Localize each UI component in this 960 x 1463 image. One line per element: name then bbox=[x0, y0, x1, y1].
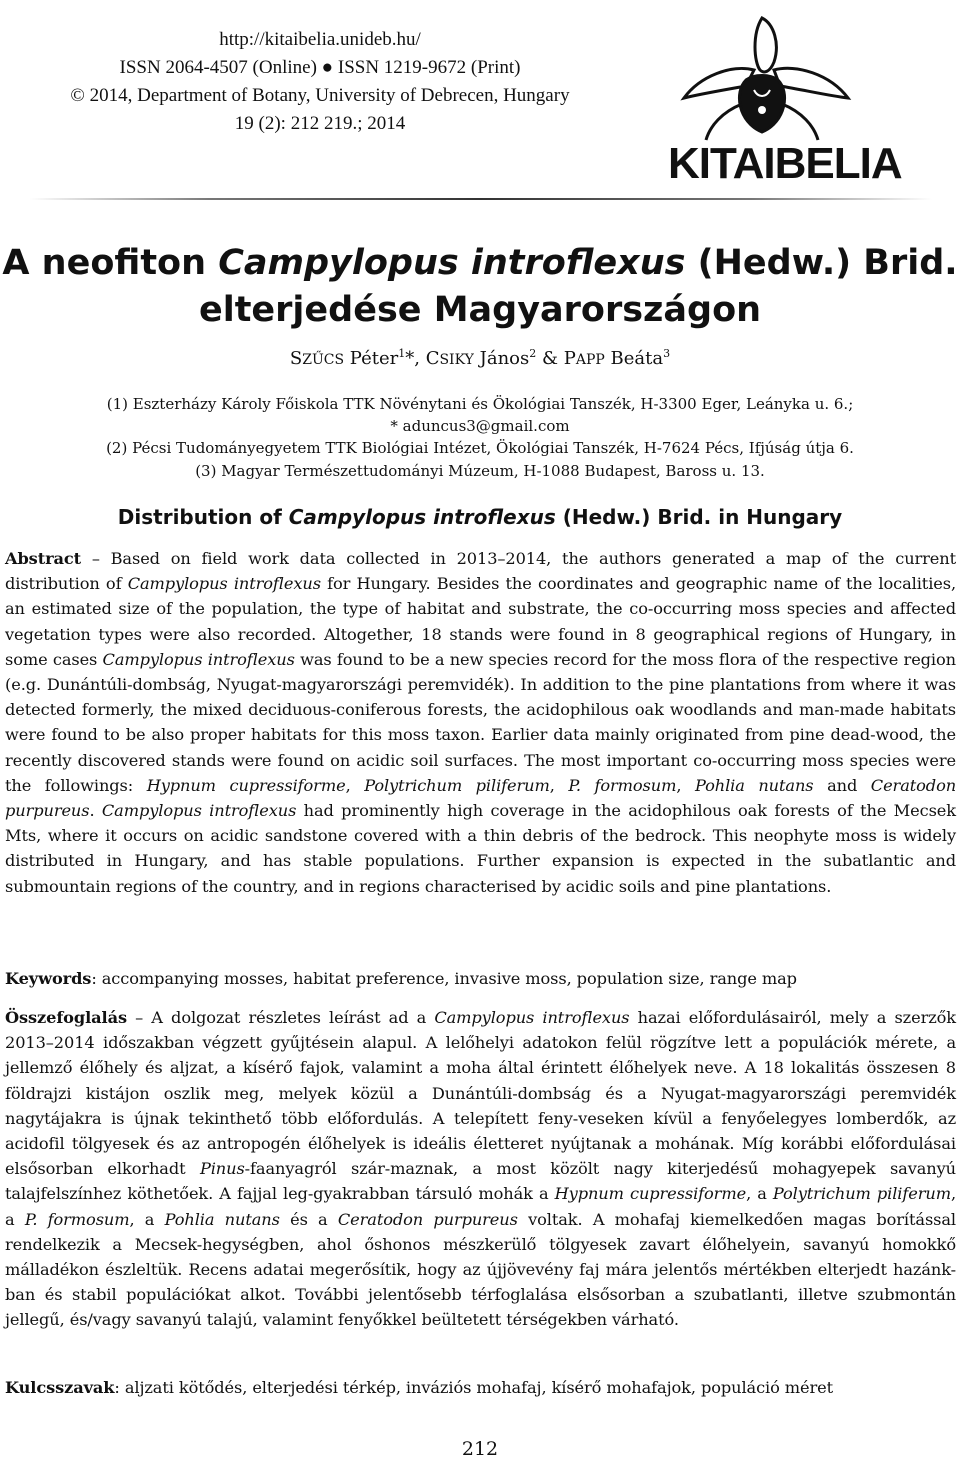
hungarian-keywords-line: Kulcsszavak: aljzati kötődés, elterjedési térkép, inváziós mohafaj, kísérő mohafajok, populáció méret bbox=[5, 1378, 834, 1397]
authors-line: SZŰCS Péter$^1$*, CSIKY János$^2$ & PAPP Beáta$^3$ bbox=[289, 347, 671, 369]
orchid-flower-icon bbox=[662, 14, 874, 144]
affiliation-2: (2) Pécsi Tudományegyetem TTK Biológiai Intézet, Ökológiai Tanszék, H-7624 Pécs, Ifjúság útja 6. bbox=[106, 439, 854, 457]
issn-line: ISSN 2064-4507 (Online) ● ISSN 1219-9672 (Print) bbox=[119, 57, 521, 78]
abstract-label: Abstract bbox=[5, 549, 82, 568]
summary-label: Összefoglalás bbox=[5, 1008, 127, 1027]
header-divider bbox=[30, 198, 932, 200]
volume-line: 19 (2): 212 219.; 2014 bbox=[234, 113, 406, 134]
kitaibelia-logo bbox=[662, 14, 902, 188]
page-number: 212 bbox=[461, 1438, 499, 1460]
english-title: Distribution of Campylopus introflexus (Hedw.) Brid. in Hungary bbox=[117, 505, 843, 529]
copyright-line: © 2014, Department of Botany, University of Debrecen, Hungary bbox=[70, 85, 570, 106]
hungarian-keywords-label: Kulcsszavak bbox=[5, 1378, 115, 1397]
keywords-line: Keywords: accompanying mosses, habitat preference, invasive moss, population size, range map bbox=[5, 969, 797, 988]
corresponding-email[interactable]: * aduncus3@gmail.com bbox=[390, 417, 570, 435]
keywords-label: Keywords bbox=[5, 969, 92, 988]
abstract-paragraph: Abstract – Based on field work data collected in 2013–2014, the authors generated a map of the current distribution of Campylopus introflexus for Hungary. Besides the coordinates and geographic name of the localities, an estimated size of the population, the type of habitat and substrate, the co-occurring moss species and affected vegetation types were also recorded. Altogether, 18 stands were found in 8 geographical regions of Hungary, in some cases Campylopus introflexus was found to be a new species record for the moss flora of the respective region (e.g. Dunántúli-dombság, Nyugat-magyarországi peremvidék). In addition to the pine plantations from where it was detected formerly, the mixed deciduous-coniferous forests, the acidophilous oak woodlands and man-made habitats were found to be also proper habitats for this moss taxon. Earlier data mainly originated from pine dead-wood, the recently discovered stands were found on acidic soil surfaces. The most important co-occurring moss species were the followings: Hypnum cupressiforme, Polytrichum piliferum, P. formosum, Pohlia nutans and Ceratodon purpureus. Campylopus introflexus had prominently high coverage in the acidophilous oak forests of the Mecsek Mts, where it occurs on acidic sandstone covered with a thin debris of the bedrock. This neophyte moss is widely distributed in Hungary, and has stable populations. Further expansion is expected in the subatlantic and submountain regions of the country, and in regions characterised by acidic soils and pine plantations. bbox=[5, 549, 957, 896]
journal-url[interactable]: http://kitaibelia.unideb.hu/ bbox=[219, 29, 421, 50]
paper-title-line1: A neofiton Campylopus introflexus (Hedw.) Brid. bbox=[2, 243, 958, 283]
journal-header bbox=[0, 26, 640, 138]
hungarian-summary-paragraph: Összefoglalás – A dolgozat részletes leírást ad a Campylopus introflexus hazai előfordulásairól, mely a szerzők 2013–2014 időszakban végzett gyűjtésein alapul. A lelőhelyi adatokon felül rögzítve lett a populációk mérete, a jellemző élőhely és aljzat, a kísérő fajok, valamint a moha által érintett élőhelyek neve. A 18 lokalitás összesen 8 földrajzi kistájon oszlik meg, melyek közül a Dunántúli-dombság és a Nyugat-magyarországi peremvidék nagytájakra is újnak tekinthető több előfordulás. A telepített feny-veseken kívül a fenyőelegyes lomberdők, az acidofil tölgyesek és az antropogén élőhelyek is ideális életteret nyújtanak a mohának. Míg korábbi előfordulásai elsősorban elkorhadt Pinus-faanyagról szár-maznak, a most közölt nagy kiterjedésű mohagyepek savanyú talajfelszínhez köthetőek. A fajjal leg-gyakrabban társuló mohák a Hypnum cupressiforme, a Polytrichum piliferum, a P. formosum, a Pohlia nutans és a Ceratodon purpureus voltak. A mohafaj kiemelkedően magas borítással rendelkezik a Mecsek-hegységben, ahol őshonos mészkerülő tölgyesek zavart élőhelyein, savanyú homokkő málladékon észleltük. Recens adatai megerősítik, hogy az újjövevény faj mára jelentős mértékben elterjedt hazánk-ban és stabil populációkat alkot. További jelentősebb térfoglalása elsősorban a szubatlanti, illetve szubmontán jellegű, és/vagy savanyú talajú, valamint fenyőkkel beültetett térségekben várható. bbox=[5, 1008, 957, 1330]
affiliation-1: (1) Eszterházy Károly Főiskola TTK Növénytani és Ökológiai Tanszék, H-3300 Eger, Leányka u. 6.; bbox=[106, 395, 854, 413]
affiliation-3: (3) Magyar Természettudományi Múzeum, H-1088 Budapest, Baross u. 13. bbox=[195, 462, 765, 480]
paper-title-line2: elterjedése Magyarországon bbox=[198, 290, 762, 330]
logo-text: KITAIBELIA bbox=[668, 139, 902, 188]
